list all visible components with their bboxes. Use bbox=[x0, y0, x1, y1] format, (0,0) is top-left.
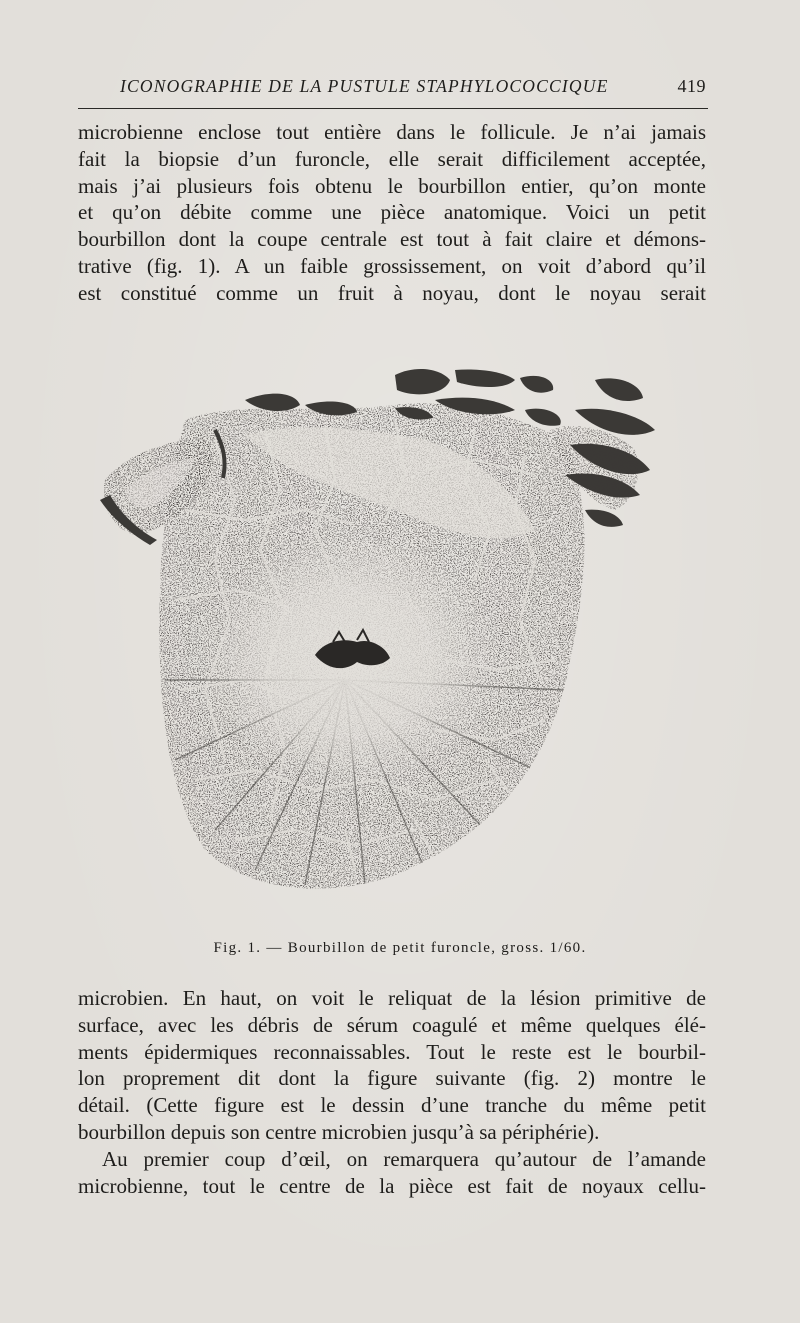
text-line: et qu’on débite comme une pièce anatomique. Voici un petit bbox=[78, 200, 706, 225]
text-line: surface, avec les débris de sérum coagulé et même quelques élé- bbox=[78, 1012, 706, 1037]
figure-boil-section bbox=[95, 360, 675, 920]
text-line: microbienne enclose tout entière dans le follicule. Je n’ai jamais bbox=[78, 120, 706, 144]
body-text-bottom bbox=[78, 985, 706, 1199]
text-line: mais j’ai plusieurs fois obtenu le bourbillon entier, qu’on monte bbox=[78, 173, 706, 198]
page-number: 419 bbox=[677, 76, 706, 96]
text-line: bourbillon dont la coupe centrale est tout à fait claire et démons- bbox=[78, 227, 706, 252]
text-line: détail. (Cette figure est le dessin d’une tranche du même petit bbox=[78, 1093, 706, 1118]
text-line: bourbillon depuis son centre microbien jusqu’à sa périphérie). bbox=[78, 1119, 600, 1144]
text-line: lon proprement dit dont la figure suivante (fig. 2) montre le bbox=[78, 1066, 706, 1091]
boil-section-illustration bbox=[95, 360, 675, 920]
running-title: ICONOGRAPHIE DE LA PUSTULE STAPHYLOCOCCIQUE bbox=[120, 76, 609, 96]
figure-caption: Fig. 1. — Bourbillon de petit furoncle, gross. 1/60. bbox=[213, 940, 587, 956]
text-line: microbien. En haut, on voit le reliquat de la lésion primitive de bbox=[78, 986, 706, 1010]
text-line: trative (fig. 1). A un faible grossissement, on voit d’abord qu’il bbox=[78, 253, 706, 278]
body-text-top bbox=[78, 119, 706, 307]
text-line: est constitué comme un fruit à noyau, dont le noyau serait bbox=[78, 280, 706, 305]
text-line: microbienne, tout le centre de la pièce est fait de noyaux cellu- bbox=[78, 1173, 706, 1198]
running-head bbox=[78, 72, 708, 102]
text-line: Au premier coup d’œil, on remarquera qu’autour de l’amande bbox=[102, 1146, 706, 1171]
header-rule bbox=[78, 108, 708, 109]
text-line: ments épidermiques reconnaissables. Tout le reste est le bourbil- bbox=[78, 1039, 706, 1064]
text-line: fait la biopsie d’un furoncle, elle serait difficilement acceptée, bbox=[78, 146, 706, 171]
